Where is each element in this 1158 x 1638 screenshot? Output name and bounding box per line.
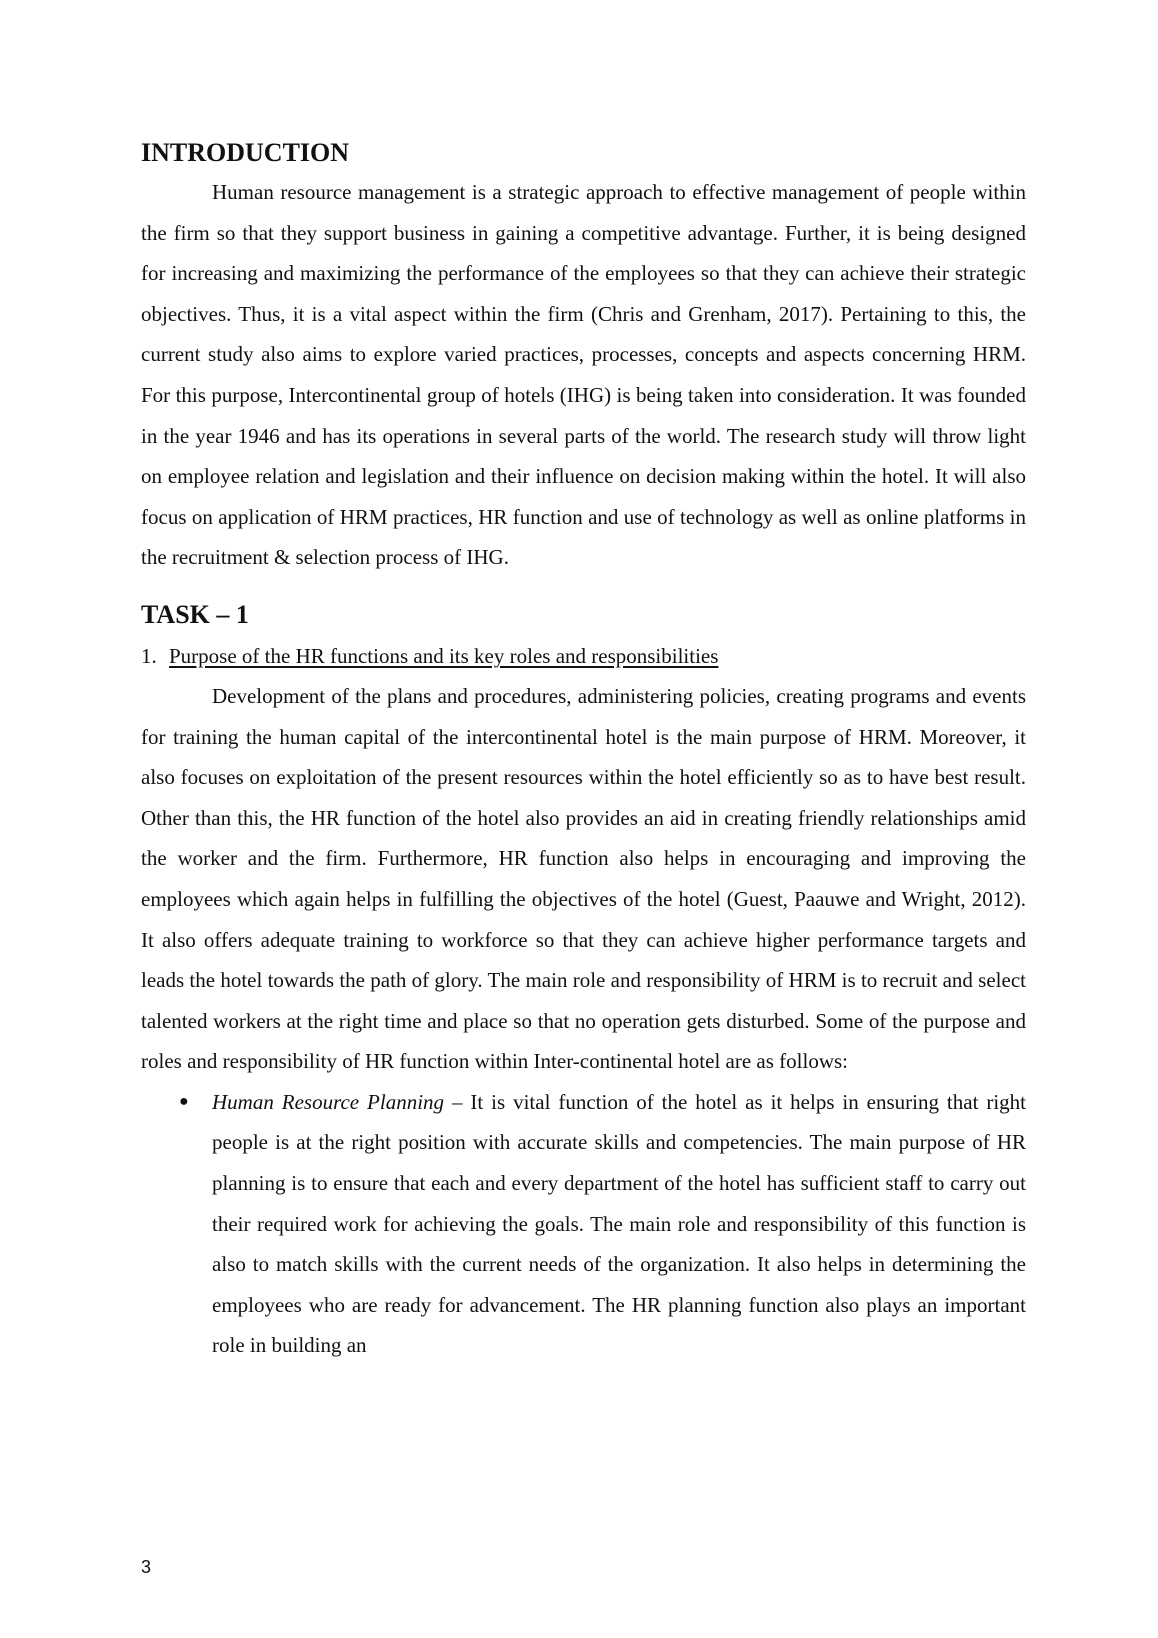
bullet-icon: ●: [179, 1092, 189, 1110]
subheading-title: Purpose of the HR functions and its key roles and responsibilities: [169, 643, 719, 668]
bullet-item: [141, 1082, 1026, 1366]
task-heading: TASK – 1: [141, 599, 249, 629]
task-subheading: [141, 636, 1026, 676]
task-paragraph: Development of the plans and procedures, administering policies, creating programs and events for training the human capital of the intercontinental hotel is the main purpose of HRM. Moreover, it also focuses on exploitation of the present resources within the hotel efficiently so as to have best result. Other than this, the HR function of the hotel also provides an aid in creating friendly relationships amid the worker and the firm. Furthermore, HR function also helps in encouraging and improving the employees which again helps in fulfilling the objectives of the hotel (Guest, Paauwe and Wright, 2012). It also offers adequate training to workforce so that they can achieve higher performance targets and leads the hotel towards the path of glory. The main role and responsibility of HRM is to recruit and select talented workers at the right time and place so that no operation gets disturbed. Some of the purpose and roles and responsibility of HR function within Inter-continental hotel are as follows:: [141, 683, 1026, 1074]
introduction-heading: INTRODUCTION: [141, 138, 350, 167]
bullet-text: – It is vital function of the hotel as it helps in ensuring that right people is at the right position with accurate skills and competencies. The main purpose of HR planning is to ensure that each and every department of the hotel has sufficient staff to carry out their required work for achieving the goals. The main role and responsibility of this function is also to match skills with the current needs of the organization. It also helps in determining the employees who are ready for advancement. The HR planning function also plays an important role in building an: [212, 1089, 1027, 1358]
page-content: [141, 136, 1026, 1366]
subheading-number: 1.: [141, 643, 157, 668]
introduction-paragraph: Human resource management is a strategic approach to effective management of people within the firm so that they support business in gaining a competitive advantage. Further, it is being designed for increasing and maximizing the performance of the employees so that they can achieve their strategic objectives. Thus, it is a vital aspect within the firm (Chris and Grenham, 2017). Pertaining to this, the current study also aims to explore varied practices, processes, concepts and aspects concerning HRM. For this purpose, Intercontinental group of hotels (IHG) is being taken into consideration. It was founded in the year 1946 and has its operations in several parts of the world. The research study will throw light on employee relation and legislation and their influence on decision making within the hotel. It will also focus on application of HRM practices, HR function and use of technology as well as online platforms in the recruitment & selection process of IHG.: [141, 180, 1026, 570]
bullet-term: Human Resource Planning: [212, 1089, 445, 1114]
page-number: 3: [141, 1557, 152, 1577]
